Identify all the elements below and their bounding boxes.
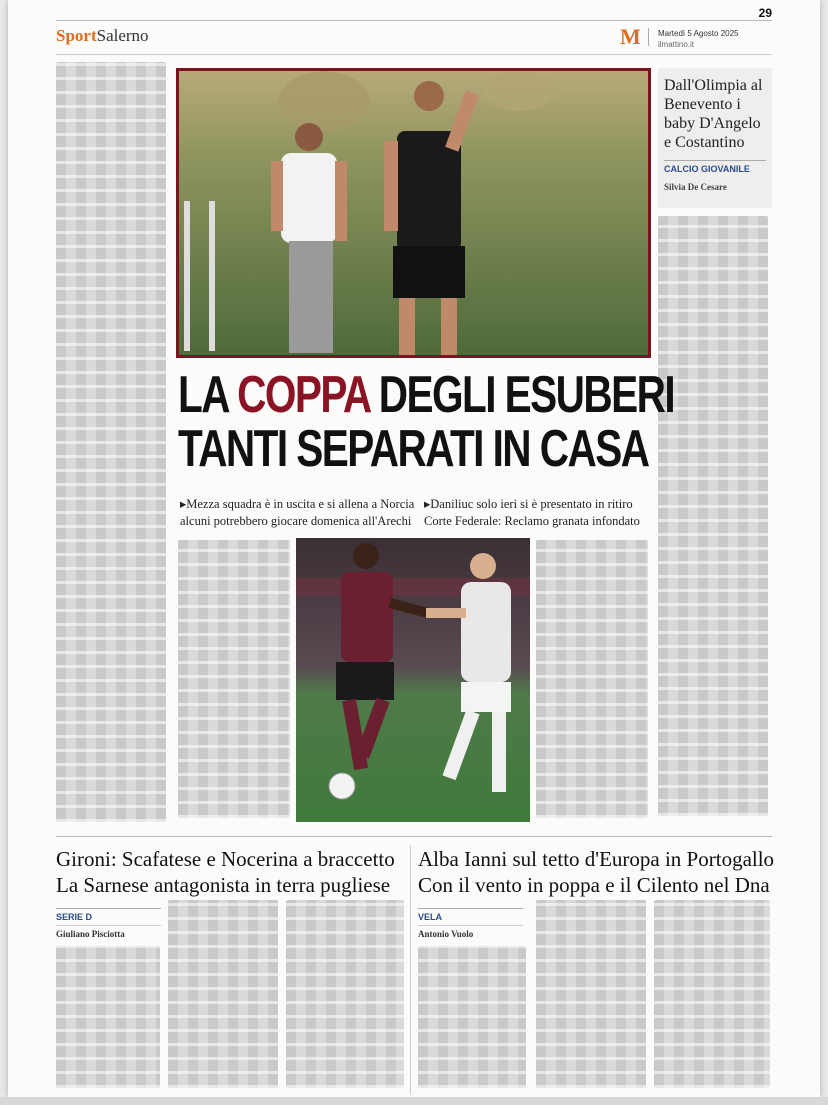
header-rule-top bbox=[56, 20, 772, 21]
headline-accent: COPPA bbox=[237, 366, 370, 424]
article-left-author: Giuliano Pisciotta bbox=[56, 929, 125, 939]
article-right-author: Antonio Vuolo bbox=[418, 929, 474, 939]
section-city: Salerno bbox=[96, 26, 149, 45]
main-headline bbox=[178, 366, 675, 478]
blurred-text-column-left bbox=[56, 62, 166, 822]
blurred-text-column-center-left bbox=[178, 540, 290, 818]
blurred-text-bottom-6 bbox=[654, 900, 770, 1088]
hero-photo-illustration bbox=[179, 71, 648, 355]
blurred-text-bottom-3 bbox=[286, 900, 404, 1088]
match-photo bbox=[296, 538, 530, 822]
headline-line-1 bbox=[178, 366, 675, 424]
match-photo-illustration bbox=[296, 538, 530, 822]
headline-post: DEGLI ESUBERI bbox=[369, 366, 675, 424]
subheading-right-line-2: Corte Federale: Reclamo granata infondato bbox=[424, 514, 640, 528]
blurred-text-bottom-4 bbox=[418, 946, 526, 1088]
headline-pre: LA bbox=[178, 366, 238, 424]
sidebar-title: Dall'Olimpia al Benevento i baby D'Angelo e Costantino bbox=[664, 77, 763, 151]
headline-line-2: TANTI SEPARATI IN CASA bbox=[178, 420, 649, 478]
article-right-author-rule bbox=[418, 925, 523, 926]
header-rule-bottom bbox=[56, 54, 772, 55]
masthead-separator bbox=[648, 28, 649, 46]
page-edge bbox=[0, 1097, 828, 1105]
blurred-text-column-right bbox=[658, 216, 768, 816]
section-sport: Sport bbox=[56, 26, 97, 45]
section-label bbox=[56, 26, 149, 46]
blurred-text-bottom-5 bbox=[536, 900, 646, 1088]
subheading-left-line-2: alcuni potrebbero giocare domenica all'Arechi bbox=[180, 514, 412, 528]
article-right-headline bbox=[418, 846, 774, 898]
subheading-left-line-1: ▸Mezza squadra è in uscita e si allena a Norcia bbox=[180, 497, 415, 511]
issue-date: Martedì 5 Agosto 2025 bbox=[658, 29, 739, 38]
sidebar-author: Silvia De Cesare bbox=[664, 182, 727, 192]
blurred-text-bottom-1 bbox=[56, 946, 160, 1088]
blurred-text-column-center-right bbox=[536, 540, 648, 818]
sidebar-teaser bbox=[658, 68, 772, 208]
article-left-headline-line-1: Gironi: Scafatese e Nocerina a braccetto bbox=[56, 847, 395, 871]
site-url: ilmattino.it bbox=[658, 40, 695, 49]
hero-photo bbox=[176, 68, 651, 358]
masthead-logo: M bbox=[620, 24, 641, 49]
sidebar-rule bbox=[664, 160, 766, 161]
newspaper-page bbox=[8, 0, 820, 1097]
subheading-left bbox=[180, 496, 414, 530]
article-right-tag-rule bbox=[418, 908, 523, 909]
article-left-headline-line-2: La Sarnese antagonista in terra pugliese bbox=[56, 873, 391, 897]
bottom-column-divider bbox=[410, 845, 411, 1095]
bottom-section-rule bbox=[56, 836, 772, 837]
article-right-headline-line-2: Con il vento in poppa e il Cilento nel Dna bbox=[418, 873, 770, 897]
subheading-right-line-1: ▸Daniliuc solo ieri si è presentato in ritiro bbox=[424, 497, 633, 511]
subheading-right bbox=[424, 496, 640, 530]
sidebar-tag: CALCIO GIOVANILE bbox=[664, 164, 750, 174]
article-left-headline bbox=[56, 846, 395, 898]
page-number: 29 bbox=[758, 6, 772, 20]
article-left-tag: SERIE D bbox=[56, 912, 93, 922]
article-left-author-rule bbox=[56, 925, 161, 926]
blurred-text-bottom-2 bbox=[168, 900, 278, 1088]
article-left-tag-rule bbox=[56, 908, 161, 909]
article-right-tag: VELA bbox=[418, 912, 443, 922]
article-right-headline-line-1: Alba Ianni sul tetto d'Europa in Portogallo bbox=[418, 847, 775, 871]
